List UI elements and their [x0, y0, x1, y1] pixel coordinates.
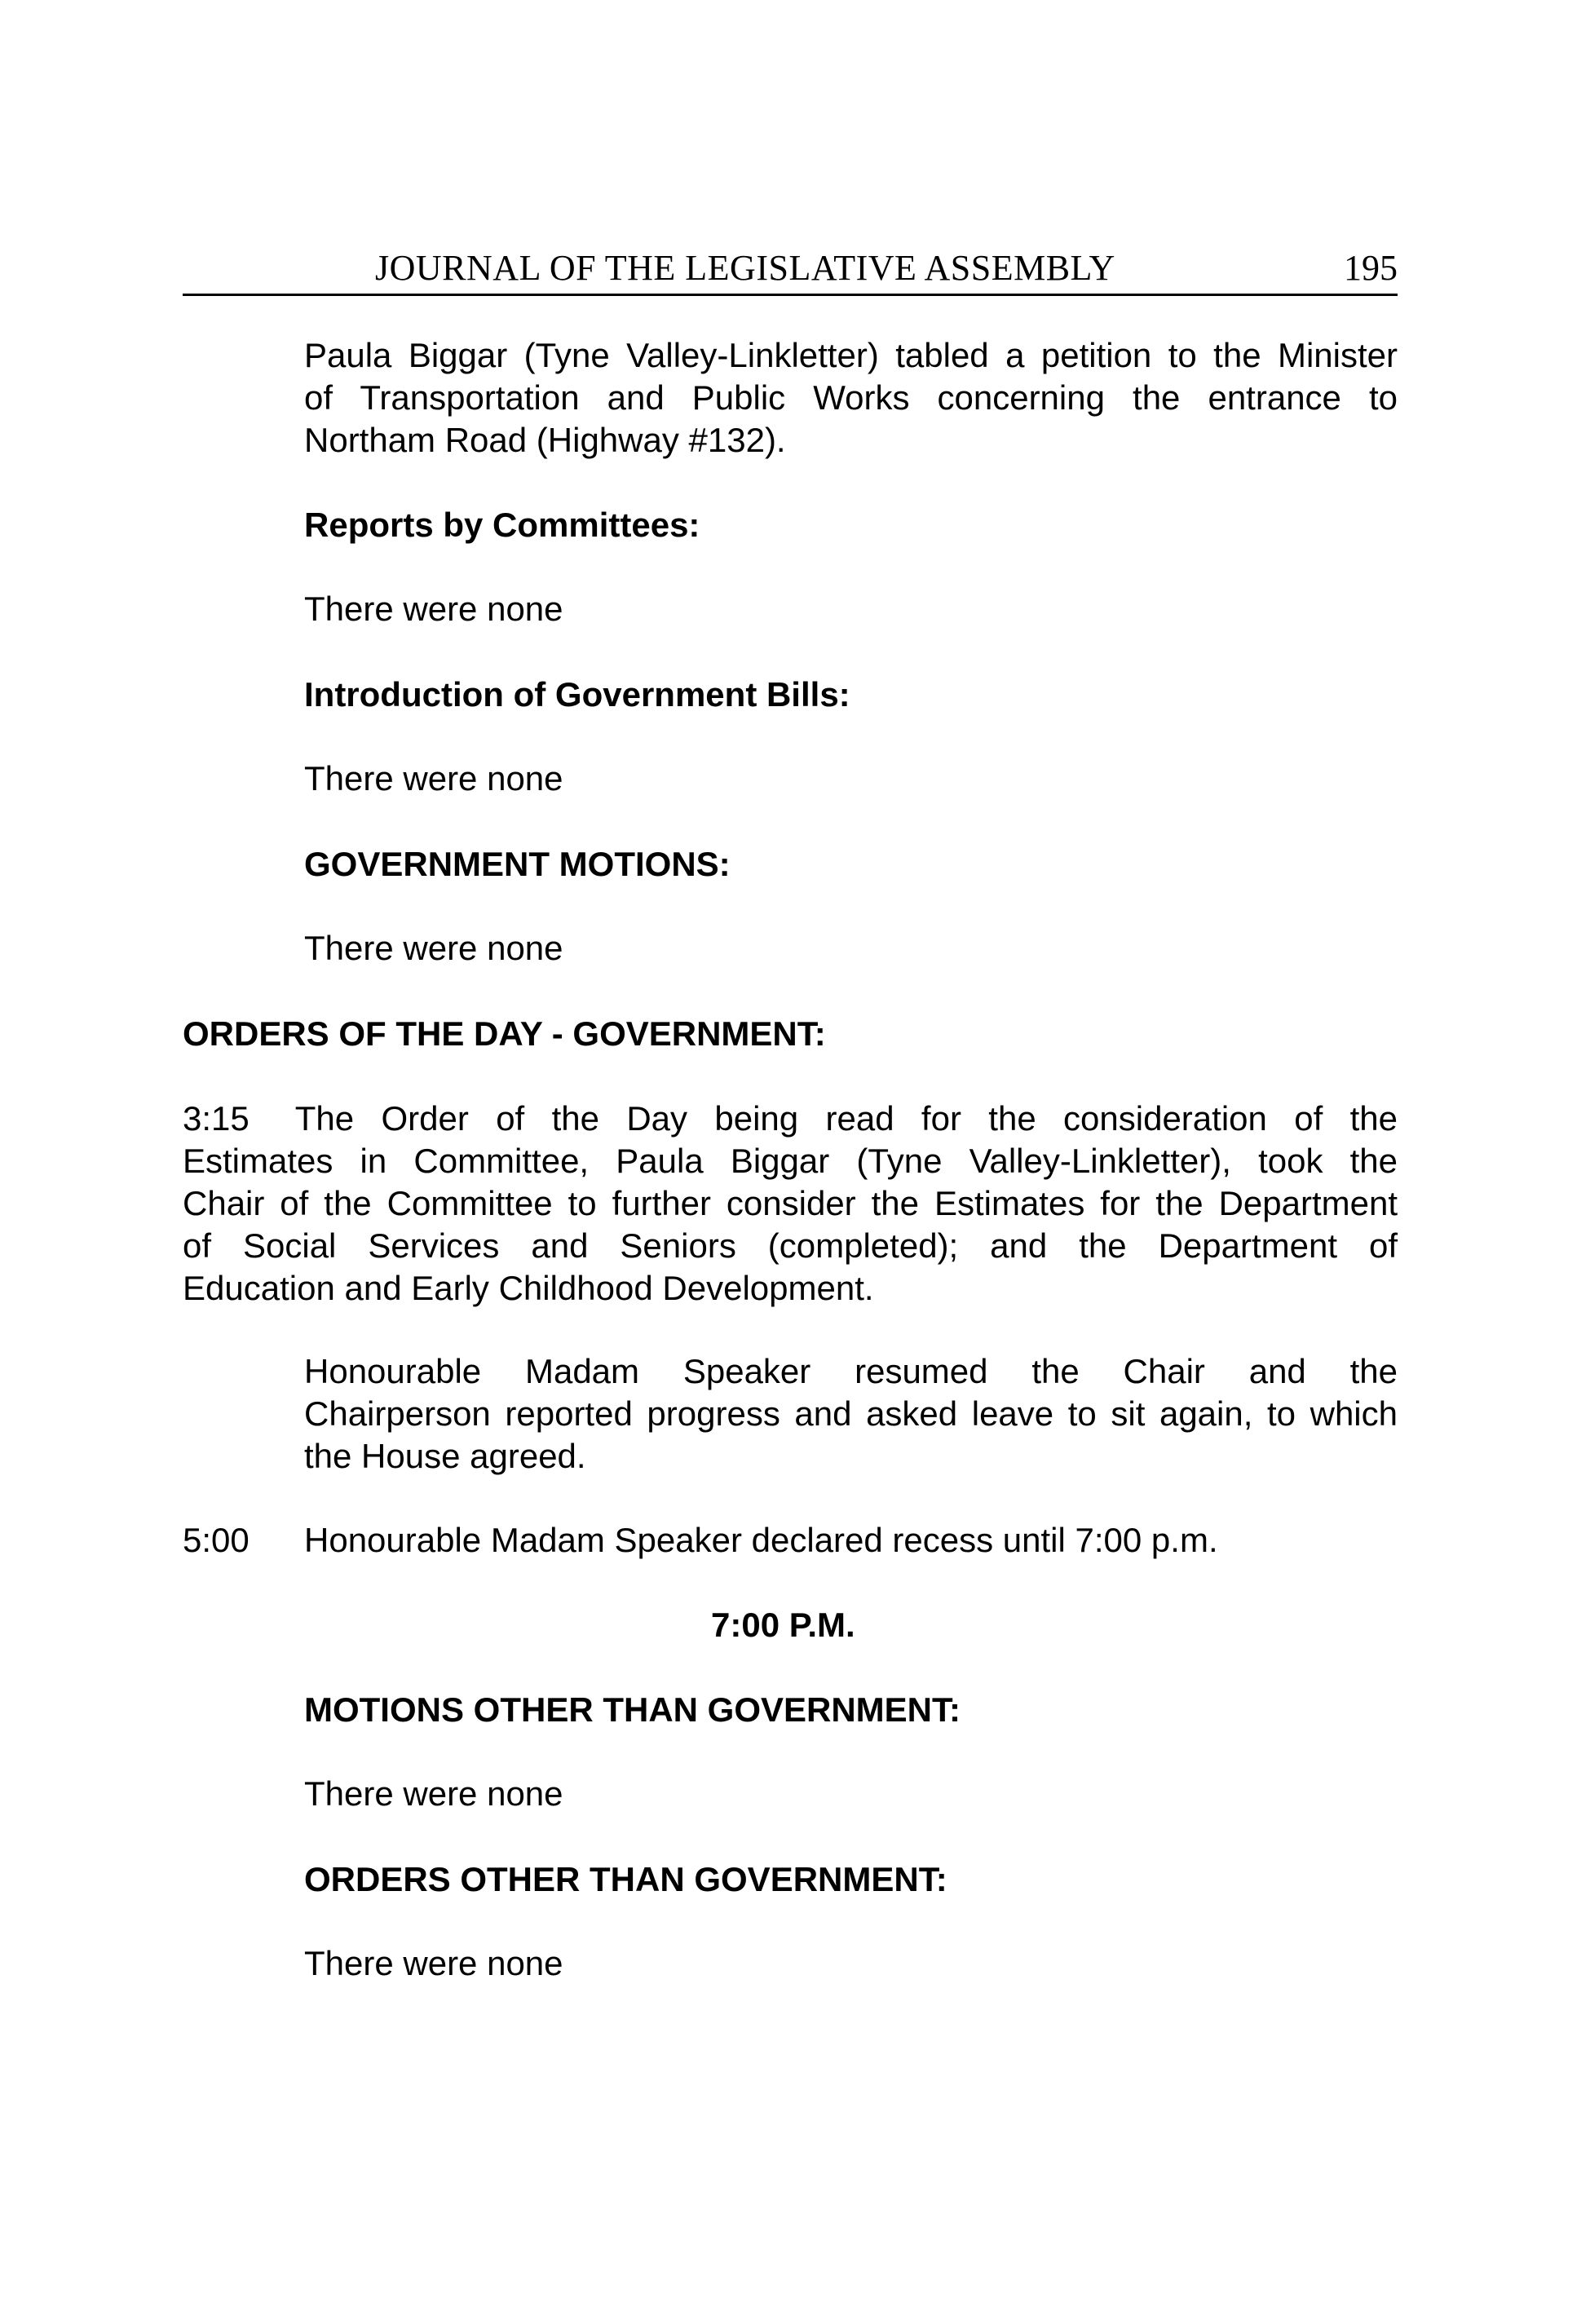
government-motions-heading: GOVERNMENT MOTIONS:: [304, 845, 731, 883]
entry-315-line: Chair of the Committee to further consider the Estimates for the Department: [183, 1184, 1398, 1222]
journal-title: JOURNAL OF THE LEGISLATIVE ASSEMBLY: [375, 248, 1115, 288]
petition-line: Paula Biggar (Tyne Valley-Linkletter) tabled a petition to the Minister: [304, 336, 1398, 374]
petition-line: of Transportation and Public Works concerning the entrance to: [304, 378, 1398, 417]
entry-315-line: The Order of the Day being read for the consideration of the: [294, 1099, 1398, 1138]
resumed-line: Honourable Madam Speaker resumed the Chair and the: [304, 1352, 1398, 1390]
reports-by-committees-text: There were none: [304, 590, 563, 628]
entry-315-time: 3:15: [183, 1099, 250, 1138]
petition-line: Northam Road (Highway #132).: [304, 421, 786, 459]
government-bills-text: There were none: [304, 759, 563, 797]
motions-other-text: There were none: [304, 1774, 563, 1813]
entry-500-time: 5:00: [183, 1521, 250, 1559]
entry-315-line: of Social Services and Seniors (completed); and the Department of: [183, 1226, 1398, 1265]
orders-of-the-day-heading: ORDERS OF THE DAY - GOVERNMENT:: [183, 1014, 826, 1053]
entry-315-line: Education and Early Childhood Development.: [183, 1269, 874, 1307]
running-header: [183, 245, 1398, 296]
reports-by-committees-heading: Reports by Committees:: [304, 506, 700, 544]
resumed-line: the House agreed.: [304, 1437, 586, 1475]
orders-other-text: There were none: [304, 1944, 563, 1982]
entry-500-text: Honourable Madam Speaker declared recess until 7:00 p.m.: [304, 1521, 1218, 1559]
orders-other-heading: ORDERS OTHER THAN GOVERNMENT:: [304, 1860, 947, 1898]
evening-session-heading: 7:00 P.M.: [711, 1606, 855, 1644]
resumed-line: Chairperson reported progress and asked leave to sit again, to which: [304, 1394, 1398, 1433]
government-bills-heading: Introduction of Government Bills:: [304, 675, 850, 714]
resumed-paragraph: [304, 1350, 1398, 1478]
page-number: 195: [1344, 248, 1398, 288]
entry-315-paragraph: [183, 1098, 1398, 1310]
petition-paragraph: [304, 334, 1398, 462]
motions-other-heading: MOTIONS OTHER THAN GOVERNMENT:: [304, 1690, 961, 1729]
entry-315-first-line: [183, 1098, 1398, 1140]
entry-315-line: Estimates in Committee, Paula Biggar (Tyne Valley-Linkletter), took the: [183, 1142, 1398, 1180]
government-motions-text: There were none: [304, 929, 563, 967]
